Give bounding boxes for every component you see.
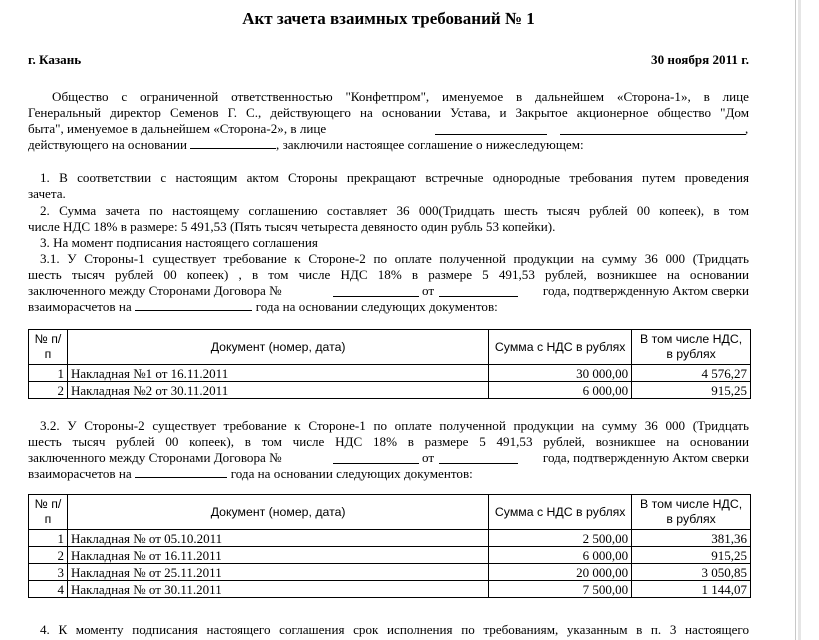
row-vat: 381,36 — [632, 530, 751, 547]
intro-line-3 — [28, 121, 749, 137]
row-sum: 30 000,00 — [489, 365, 632, 382]
clause-3-2-tail: года на основании следующих документов: — [230, 466, 473, 481]
row-document: Накладная №2 от 30.11.2011 — [67, 382, 488, 399]
row-sum: 2 500,00 — [489, 530, 632, 547]
representative-blank — [435, 123, 547, 135]
row-sum: 20 000,00 — [489, 564, 632, 581]
clause-3-2-line-4 — [28, 466, 749, 482]
page-border — [795, 0, 796, 640]
clause-3: 3. На момент подписания настоящего соглашения — [40, 235, 318, 250]
table-row — [29, 365, 751, 382]
header-vat: В том числе НДС, в рублях — [632, 330, 751, 365]
row-document: Накладная № от 25.11.2011 — [67, 564, 488, 581]
clause-2-line-2: числе НДС 18% в размере: 5 491,53 (Пять тысяч четыреста девяносто один рубль 53 копейки). — [28, 219, 556, 234]
table-1 — [28, 329, 751, 399]
document-title: Акт зачета взаимных требований № 1 — [242, 9, 535, 28]
row-vat: 4 576,27 — [632, 365, 751, 382]
row-document: Накладная №1 от 16.11.2011 — [67, 365, 488, 382]
row-vat: 915,25 — [632, 547, 751, 564]
clause-2-line-1: 2. Сумма зачета по настоящему соглашению составляет 36 000(Тридцать шесть тысяч рублей 00 копеек), в том — [40, 203, 749, 218]
row-sum: 7 500,00 — [489, 581, 632, 598]
contract-date-blank — [439, 452, 518, 464]
clause-3-1-line-3 — [28, 283, 749, 299]
clause-3-2-from: от — [422, 450, 435, 465]
intro-line-4 — [28, 137, 749, 153]
clause-3-2-line-3 — [28, 450, 749, 466]
clause-3-1-line-2: шесть тысяч рублей 00 копеек) , в том числе НДС 18% в размере 5 491,53 рублей, возникшее на основании — [28, 267, 749, 282]
row-sum: 6 000,00 — [489, 547, 632, 564]
header-sum: Сумма с НДС в рублях — [489, 495, 632, 530]
clause-3-2-contract-text: заключенного между Сторонами Договора № — [28, 450, 282, 465]
clause-3-2-settlement-text: взаиморасчетов на — [28, 466, 132, 481]
clause-3-2-line-2: шесть тысяч рублей 00 копеек), в том числе НДС 18% в размере 5 491,53 рублей, возникшее на основании — [28, 434, 749, 449]
clause-3-1-confirm: года, подтвержденную Актом сверки — [542, 283, 749, 298]
header-num: № п/п — [29, 495, 68, 530]
table-2-header — [29, 495, 751, 530]
clause-3-1-contract-text: заключенного между Сторонами Договора № — [28, 283, 282, 298]
clause-3-1-tail: года на основании следующих документов: — [255, 299, 498, 314]
intro-line-1: Общество с ограниченной ответственностью "Конфетпром", именуемое в дальнейшем «Сторона-1», в лице — [52, 89, 749, 104]
table-row — [29, 530, 751, 547]
row-num: 1 — [29, 530, 68, 547]
row-num: 2 — [29, 547, 68, 564]
intro-line-4-tail: , заключили настоящее соглашение о нижеследующем: — [276, 137, 584, 152]
row-document: Накладная № от 30.11.2011 — [67, 581, 488, 598]
intro-line-3-text: быта", именуемое в дальнейшем «Сторона-2», в лице — [28, 121, 327, 136]
row-num: 3 — [29, 564, 68, 581]
contract-number-blank — [333, 285, 419, 297]
intro-line-4-text: действующего на основании — [28, 137, 188, 152]
document-date: 30 ноября 2011 г. — [651, 52, 749, 67]
clause-1-line-2: зачета. — [28, 186, 66, 201]
header-num: № п/п — [29, 330, 68, 365]
row-vat: 915,25 — [632, 382, 751, 399]
row-num: 2 — [29, 382, 68, 399]
row-vat: 1 144,07 — [632, 581, 751, 598]
table-row — [29, 382, 751, 399]
row-vat: 3 050,85 — [632, 564, 751, 581]
table-1-header — [29, 330, 751, 365]
row-sum: 6 000,00 — [489, 382, 632, 399]
intro-line-2: Генеральный директор Семенов Г. С., действующего на основании Устава, и Закрытое акционерное общество "Дом — [28, 105, 749, 120]
table-row — [29, 547, 751, 564]
table-2 — [28, 494, 751, 598]
contract-date-blank — [439, 285, 518, 297]
header-sum: Сумма с НДС в рублях — [489, 330, 632, 365]
header-vat: В том числе НДС, в рублях — [632, 495, 751, 530]
row-num: 4 — [29, 581, 68, 598]
contract-number-blank — [333, 452, 419, 464]
settlement-date-blank — [135, 466, 227, 478]
row-document: Накладная № от 05.10.2011 — [67, 530, 488, 547]
city: г. Казань — [28, 52, 82, 67]
header-document: Документ (номер, дата) — [67, 495, 488, 530]
clause-1-line-1: 1. В соответствии с настоящим актом Стороны прекращают встречные однородные требования путем проведения — [40, 170, 749, 185]
intro-line-3-comma: , — [745, 121, 749, 136]
row-document: Накладная № от 16.11.2011 — [67, 547, 488, 564]
clause-3-2-confirm: года, подтвержденную Актом сверки — [542, 450, 749, 465]
representative-name-blank — [560, 121, 749, 136]
header-document: Документ (номер, дата) — [67, 330, 488, 365]
table-row — [29, 564, 751, 581]
table-row — [29, 581, 751, 598]
clause-3-1-settlement-text: взаиморасчетов на — [28, 299, 132, 314]
settlement-date-blank — [135, 299, 252, 311]
basis-blank — [190, 137, 276, 149]
clause-3-1-line-4 — [28, 299, 749, 315]
clause-3-1-line-1: 3.1. У Стороны-1 существует требование к Стороне-2 по оплате полученной продукции на сумму 36 000 (Тридцать — [40, 251, 749, 266]
clause-3-1-from: от — [422, 283, 435, 298]
clause-3-2-line-1: 3.2. У Стороны-2 существует требование к Стороне-1 по оплате полученной продукции на сумму 36 000 (Тридцать — [40, 418, 749, 433]
row-num: 1 — [29, 365, 68, 382]
page-shadow — [798, 0, 801, 640]
clause-4-line-1: 4. К моменту подписания настоящего соглашения срок исполнения по требованиям, указанным в п. 3 настоящего — [40, 622, 749, 637]
